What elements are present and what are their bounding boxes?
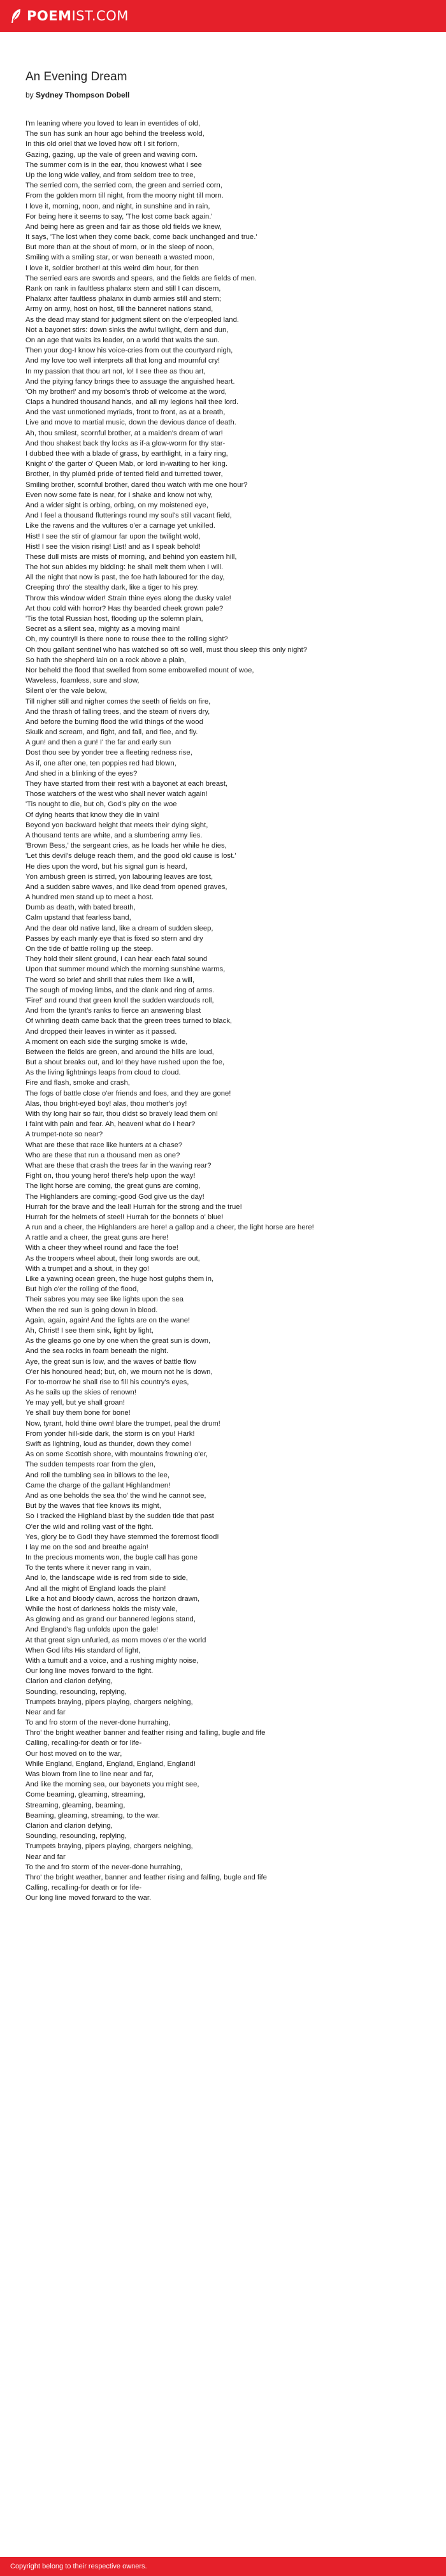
poem-line: Dost thou see by yonder tree a fleeting redness rise, <box>25 749 192 757</box>
poem-line: He dies upon the word, but his signal gun is heard, <box>25 862 187 871</box>
site-logo[interactable] <box>10 8 129 24</box>
poem-line: And the sea rocks in foam beneath the night. <box>25 1347 169 1356</box>
poem-line: Clarion and clarion defying, <box>25 1821 113 1830</box>
poem-line: Claps a hundred thousand hands, and all my legions hail thee lord. <box>25 398 239 407</box>
poem-line: And the dear old native land, like a dream of sudden sleep, <box>25 924 213 932</box>
poem-line: Like a hot and bloody dawn, across the horizon drawn, <box>25 1595 200 1603</box>
site-header <box>0 0 446 32</box>
poem-line: Ah, Christ! I see them sink, light by light, <box>25 1326 154 1335</box>
poem-line: And dropped their leaves in winter as it passed. <box>25 1027 177 1036</box>
poem-line: Of dying hearts that know they die in vain! <box>25 811 159 819</box>
poem-line: Beyond yon backward height that meets their dying sight, <box>25 821 208 829</box>
poem-line: The light horse are coming, the great guns are coming, <box>25 1182 201 1190</box>
poem-line: Hurrah for the brave and the leal! Hurrah for the strong and the true! <box>25 1203 242 1211</box>
poem-line: As if, one after one, ten poppies red had blown, <box>25 759 176 767</box>
poem-line: Fire and flash, smoke and crash, <box>25 1079 130 1087</box>
poem-line: And the thrash of falling trees, and the steam of rivers dry, <box>25 707 210 716</box>
poem-line: Silent o'er the vale below, <box>25 687 107 695</box>
poem-line: O'er the wild and rolling vast of the fight. <box>25 1523 154 1531</box>
poem-line: Sounding, resounding, replying, <box>25 1688 127 1696</box>
poem-line: But more than at the shout of morn, or in the sleep of noon, <box>25 243 214 252</box>
poem-line: But high o'er the rolling of the flood, <box>25 1285 139 1294</box>
poem-line: The sun has sunk an hour ago behind the treeless wold, <box>25 130 205 138</box>
poem-line: Knight o' the garter o' Queen Mab, or lord in-waiting to her king. <box>25 460 228 468</box>
poem-line: Up the long wide valley, and from seldom tree to tree, <box>25 171 196 179</box>
poem-line: Gazing, gazing, up the vale of green and waving corn. <box>25 150 198 159</box>
poem-line: The serried corn, the serried corn, the green and serried corn, <box>25 182 222 190</box>
poem-line: Aye, the great sun is low, and the waves of battle flow <box>25 1357 196 1366</box>
poem-line: Dumb as death, with bated breath, <box>25 904 136 912</box>
poem-line: I'm leaning where you loved to lean in eventides of old, <box>25 120 201 127</box>
poem-line: 'Fire!' and round that green knoll the sudden warclouds roll, <box>25 996 214 1004</box>
poem-line: Live and move to martial music, down the devious dance of death. <box>25 419 236 427</box>
poem-line: In my passion that thou art not, lo! I see thee as thou art, <box>25 367 206 375</box>
poem-line: Ah, thou smilest, scornful brother, at a maiden's dream of war! <box>25 429 223 437</box>
poem-line: While the host of darkness holds the misty vale, <box>25 1605 178 1613</box>
poem-line: Nor beheld the flood that swelled from some embowelled mount of woe, <box>25 666 254 674</box>
poem-line: Creeping thro' the stealthy dark, like a tiger to his prey. <box>25 584 199 592</box>
poem-line: Our host moved on to the war, <box>25 1749 122 1758</box>
poem-line: Secret as a silent sea, mighty as a moving main! <box>25 625 180 633</box>
poem-line: As on some Scottish shore, with mountains frowning o'er, <box>25 1451 208 1459</box>
poem-line: Trumpets braying, pipers playing, chargers neighing, <box>25 1842 193 1851</box>
poem-line: Near and far <box>25 1853 66 1861</box>
site-footer <box>0 2557 446 2576</box>
poem-line: Ye shall buy them bone for bone! <box>25 1409 131 1417</box>
poem-title: An Evening Dream <box>25 70 127 83</box>
poem-line: I love it, soldier brother! at this weird dim hour, for then <box>25 264 199 272</box>
poem-line: Smiling brother, scornful brother, dared thou watch with me one hour? <box>25 481 248 489</box>
feather-icon <box>10 8 22 24</box>
poem-line: Then your dog-I know his voice-cries from out the courtyard nigh, <box>25 347 233 355</box>
poem-line: As the living lightnings leaps from cloud to cloud. <box>25 1069 181 1077</box>
poem-line: And a sudden sabre waves, and like dead from opened graves, <box>25 883 227 891</box>
poem-line: Yon ambush green is stirred, yon labouring leaves are tost, <box>25 872 213 881</box>
poem-line: Streaming, gleaming, beaming, <box>25 1801 126 1809</box>
logo-text-light: IST.COM <box>71 8 129 24</box>
poem-line: The sudden tempests roar from the glen, <box>25 1461 156 1469</box>
poem-line: Thro' the bright weather, banner and feather rising and falling, bugle and fife <box>25 1873 267 1881</box>
poem-line: So I tracked the Highland blast by the sudden tide that past <box>25 1512 214 1521</box>
poem-line: O'er his honoured head; but, oh, we mourn not he is down, <box>25 1368 213 1376</box>
poem-line: And roll the tumbling sea in billows to the lee, <box>25 1471 170 1479</box>
poem-line: Thro' the bright weather banner and feather rising and falling, bugle and fife <box>25 1729 266 1737</box>
poem-line: And being here as green and fair as those old fields we knew, <box>25 222 222 231</box>
poem-line: As glowing and as grand our bannered legions stand, <box>25 1616 196 1624</box>
poem-line: With thy long hair so fair, thou didst so bravely lead them on! <box>25 1110 219 1118</box>
poem-line: What are these that crash the trees far in the waving rear? <box>25 1161 212 1169</box>
poem-line: When God lifts His standard of light, <box>25 1646 141 1654</box>
poem-line: With a cheer they wheel round and face the foe! <box>25 1244 178 1252</box>
poem-line: Those watchers of the west who shall never watch again! <box>25 790 208 799</box>
poem-line: As the gleams go one by one when the great sun is down, <box>25 1337 211 1345</box>
poem-line: Even now some fate is near, for I shake and know not why, <box>25 491 213 499</box>
poem-line: Near and far <box>25 1708 66 1716</box>
poem-line: 'Let this devil's deluge reach them, and the good old cause is lost.' <box>25 852 236 860</box>
poem-line: Ye may yell, but ye shall groan! <box>25 1399 125 1407</box>
poem-line: What are these that race like hunters at a chase? <box>25 1141 183 1149</box>
poem-line: Oh thou gallant sentinel who has watched so oft so well, must thou sleep this only night? <box>25 646 308 654</box>
logo-text-bold: POEM <box>27 8 72 24</box>
poem-line: On the tide of battle rolling up the steep. <box>25 945 154 953</box>
poem-line: Hist! I see the vision rising! List! and as I speak behold! <box>25 542 201 551</box>
poem-line: A trumpet-note so near? <box>25 1131 103 1139</box>
poem-line: And thou shakest back thy locks as if-a glow-worm for thy star- <box>25 439 226 447</box>
poem-line: Calling, recalling-for death or for life- <box>25 1739 142 1747</box>
poem-line: 'Oh my brother!' and my bosom's throb of welcome at the word, <box>25 387 227 396</box>
poem-line: I love it, morning, noon, and night, in sunshine and in rain, <box>25 202 210 210</box>
poem-line: The word so brief and shrill that rules them like a will, <box>25 976 194 984</box>
poem-line: For being here it seems to say, 'The lost come back again.' <box>25 212 213 221</box>
poem-line: Sounding, resounding, replying, <box>25 1832 127 1841</box>
poem-line: A rattle and a cheer, the great guns are here! <box>25 1234 169 1242</box>
poem-line: Come beaming, gleaming, streaming, <box>25 1791 145 1799</box>
poem-line: The fogs of battle close o'er friends and foes, and they are gone! <box>25 1089 231 1097</box>
poem-line: Like the ravens and the vultures o'er a carnage yet unkilled. <box>25 522 215 530</box>
poem-line: Fight on, thou young hero! there's help upon the way! <box>25 1172 196 1180</box>
poem-line: At that great sign unfurled, as morn moves o'er the world <box>25 1636 206 1644</box>
poem-line: The hot sun abides my bidding: he shall melt them when I will. <box>25 563 224 572</box>
poem-line: With a trumpet and a shout, in they go! <box>25 1264 150 1273</box>
poem-line: 'Brown Bess,' the sergeant cries, as he loads her while he dies, <box>25 842 227 850</box>
poem-line: As the dead may stand for judgment silent on the o'erpeopled land. <box>25 315 240 324</box>
poem-line: Oh, my countryl! is there none to rouse thee to the rolling sight? <box>25 635 228 644</box>
poem-line: Phalanx after faultless phalanx in dumb armies still and stern; <box>25 295 222 303</box>
poem-line: When the red sun is going down in blood. <box>25 1306 158 1314</box>
poem-line: Now, tyrant, hold thine own! blare the trumpet, peal the drum! <box>25 1419 220 1428</box>
poem-line: And I feel a thousand flutterings round my soul's still vacant field, <box>25 512 232 520</box>
poem-body <box>25 119 446 1903</box>
poem-line: A gun! and then a gun! I' the far and early sun <box>25 739 171 747</box>
poem-line: Trumpets braying, pipers playing, chargers neighing, <box>25 1698 193 1706</box>
poem-line: And all the might of England loads the plain! <box>25 1584 166 1593</box>
poem-line: And like the morning sea, our bayonets you might see, <box>25 1781 199 1789</box>
poem-line: A run and a cheer, the Highlanders are here! a gallop and a cheer, the light horse are here! <box>25 1224 314 1232</box>
poem-line: Again, again, again! And the lights are on the wane! <box>25 1316 191 1324</box>
poem-line: Beaming, gleaming, streaming, to the war. <box>25 1811 160 1820</box>
poem-line: And as one beholds the sea tho' the wind he cannot see, <box>25 1491 206 1500</box>
poem-line: To the tents where it never rang in vain, <box>25 1564 152 1572</box>
poem-line: In this old oriel that we loved how oft I sit forlorn, <box>25 140 180 148</box>
poem-line: Calm upstand that fearless band, <box>25 914 131 922</box>
poem-line: They have started from their rest with a bayonet at each breast, <box>25 780 228 788</box>
poem-line: I dubbed thee with a blade of grass, by earthlight, in a fairy ring, <box>25 450 228 458</box>
poem-line: Calling, recalling-for death or for life- <box>25 1884 142 1892</box>
poem-line: Yes, glory be to God! they have stemmed the foremost flood! <box>25 1533 219 1541</box>
poem-line: Their sabres you may see like lights upon the sea <box>25 1296 184 1304</box>
poem-line: Clarion and clarion defying, <box>25 1677 113 1686</box>
poem-line: On an age that waits its leader, on a world that waits the sun. <box>25 336 220 344</box>
poem-line: And a wider sight is orbing, orbing, on my moistened eye, <box>25 501 208 509</box>
poem-line: I lay me on the sod and breathe again! <box>25 1543 148 1551</box>
poem-line: So hath the shepherd lain on a rock above a plain, <box>25 656 186 664</box>
poem-line: But a shout breaks out, and lo! they have rushed upon the foe, <box>25 1059 225 1067</box>
poem-line: Art thou cold with horror? Has thy bearded cheek grown pale? <box>25 604 224 612</box>
poem-line: It says, 'The lost when they come back, come back unchanged and true.' <box>25 233 257 242</box>
poem-line: And my love too well interprets all that long and mournful cry! <box>25 357 220 365</box>
poem-line: The sough of moving limbs, and the clank and ring of arms. <box>25 986 215 994</box>
poem-line: And lo, the landscape wide is red from side to side, <box>25 1574 188 1582</box>
poem-line: In the precious moments won, the bugle call has gone <box>25 1554 198 1562</box>
poem-line: And before the burning flood the wild things of the wood <box>25 718 203 726</box>
poem-line: Hist! I see the stir of glamour far upon the twilight wold, <box>25 532 201 540</box>
poem-container <box>0 32 446 1903</box>
poem-line: They hold their silent ground, I can hear each fatal sound <box>25 955 208 964</box>
poem-line: Was blown from line to line near and far, <box>25 1770 154 1778</box>
poem-line: Came the charge of the gallant Highlandmen! <box>25 1481 171 1489</box>
poem-line: 'Tis the total Russian host, flooding up the solemn plain, <box>25 615 203 623</box>
poem-line: A thousand tents are white, and a slumbering army lies. <box>25 831 203 839</box>
poem-line: As he sails up the skies of renown! <box>25 1389 136 1397</box>
poem-line: Upon that summer mound which the morning sunshine warms, <box>25 966 226 974</box>
poem-line: 'Tis nought to die, but oh, God's pity on the woe <box>25 800 177 809</box>
poem-line: Alas, thou bright-eyed boy! alas, thou mother's joy! <box>25 1099 187 1108</box>
poem-line: And shed in a blinking of the eyes? <box>25 769 138 778</box>
poem-line: Rank on rank in faultless phalanx stern and still I can discern, <box>25 285 221 293</box>
poem-line: These dull mists are mists of morning, and behind yon eastern hill, <box>25 553 237 561</box>
poem-line: And from the tyrant's ranks to fierce an answering blast <box>25 1007 201 1015</box>
poem-line: Like a yawning ocean green, the huge host gulphs them in, <box>25 1275 214 1283</box>
poem-line: To the and fro storm of the never-done hurrahing, <box>25 1863 183 1871</box>
byline <box>25 90 446 99</box>
poem-line: The Highlanders are coming;-good God give us the day! <box>25 1192 205 1201</box>
poem-line: With a tumult and a voice, and a rushing mighty noise, <box>25 1656 199 1665</box>
poem-line: The summer corn is in the ear, thou knowest what I see <box>25 161 202 169</box>
poem-line: From the golden morn till night, from the moony night till morn. <box>25 192 224 200</box>
poem-line: Hurrah for the helmets of steel! Hurrah for the bonnets o' blue! <box>25 1213 224 1221</box>
poem-line: To and fro storm of the never-done hurrahing, <box>25 1719 171 1727</box>
poem-line: But by the waves that flee knows its might, <box>25 1502 161 1510</box>
poem-line: Passes by each manly eye that is fixed so stern and dry <box>25 934 203 943</box>
poem-line: Army on army, host on host, till the banneret nations stand, <box>25 305 213 314</box>
poem-line: Brother, in thy plumèd pride of tented field and turretted tower, <box>25 470 223 479</box>
copyright-text: Copyright belong to their respective owners. <box>10 2563 147 2570</box>
poem-line: For to-morrow he shall rise to fill his country's eyes, <box>25 1378 189 1386</box>
poem-line: Swift as lightning, loud as thunder, down they come! <box>25 1440 191 1448</box>
poem-line: A hundred men stand up to meet a host. <box>25 894 154 902</box>
poem-line: Our long line moved forward to the war. <box>25 1894 152 1902</box>
poem-line: The serried ears are swords and spears, and the fields are fields of men. <box>25 274 257 282</box>
poem-line: And the pitying fancy brings thee to assuage the anguished heart. <box>25 377 235 386</box>
poem-line: I faint with pain and fear. Ah, heaven! what do I hear? <box>25 1120 196 1129</box>
poem-line: Of whirling death came back that the green trees turned to black, <box>25 1017 233 1025</box>
poem-line: From yonder hill-side dark, the storm is on you! Hark! <box>25 1429 195 1438</box>
poem-line: Skulk and scream, and fight, and fall, and flee, and fly. <box>25 728 198 737</box>
poem-line: Not a bayonet stirs: down sinks the awful twilight, dern and dun, <box>25 326 229 334</box>
poem-line: Who are these that run a thousand men as one? <box>25 1151 180 1159</box>
poem-line: And the vast unmotioned myriads, front to front, as at a breath, <box>25 409 226 417</box>
poem-line: A moment on each side the surging smoke is wide, <box>25 1038 188 1046</box>
poem-line: Till nigher still and nigher comes the seeth of fields on fire, <box>25 697 211 706</box>
poem-line: Smiling with a smiling star, or wan beneath a wasted moon, <box>25 254 215 262</box>
poem-line: Throw this window wider! Strain thine eyes along the dusky vale! <box>25 594 231 602</box>
poem-line: While England, England, England, England, England! <box>25 1760 196 1768</box>
poem-line: Between the fields are green, and around the hills are loud, <box>25 1048 214 1056</box>
poem-line: Our long line moves forward to the fight. <box>25 1667 154 1675</box>
poem-line: Waveless, foamless, sure and slow, <box>25 677 140 685</box>
by-label: by <box>25 90 34 99</box>
author-link[interactable]: Sydney Thompson Dobell <box>36 90 130 99</box>
poem-line: As the troopers wheel about, their long swords are out, <box>25 1254 200 1263</box>
poem-line: And England's flag unfolds upon the gale! <box>25 1626 159 1634</box>
poem-line: All the night that now is past, the foe hath laboured for the day, <box>25 574 225 582</box>
